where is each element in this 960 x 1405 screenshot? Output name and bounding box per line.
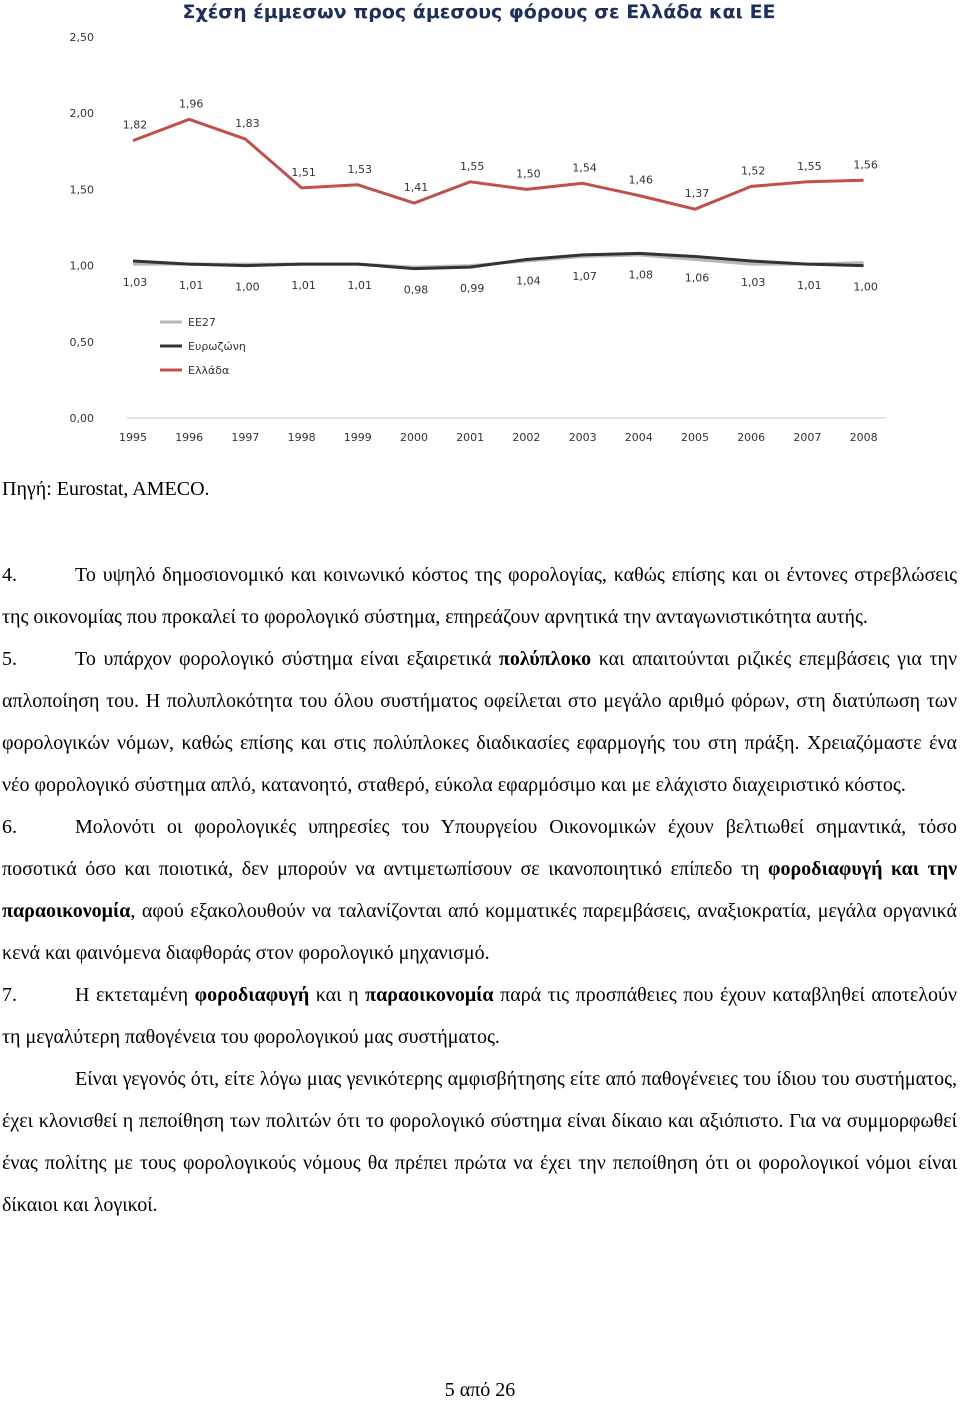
page-number: 5 από 26	[444, 1379, 516, 1401]
y-tick-label: 1,00	[69, 259, 94, 273]
chart-title: Σχέση έμμεσων προς άμεσους φόρους σε Ελλάδα και ΕΕ	[182, 1, 776, 23]
paragraph-text: και απαιτούνται ριζικές επεμβάσεις για την απλοποίηση του. Η πολυπλοκότητα του όλου συστήματος οφείλεται στο μεγάλο αριθμό φόρων, στη διατύπωση των φορολογικών νόμων, καθώς επίσης και στις πολύπλοκες διαδικασίες εφαρμογής του στη πράξη. Χρειαζόμαστε ένα νέο φορολογικό σύστημα απλό, κατανοητό, σταθερό, εύκολα εφαρμόσιμο και με ελάχιστο διαχειριστικό κόστος.	[2, 648, 957, 796]
data-label-greece: 1,55	[797, 159, 822, 173]
paragraph-5	[2, 638, 957, 806]
data-label-eurozone: 1,01	[291, 279, 316, 293]
x-tick-label: 2005	[681, 431, 709, 444]
x-tick-label: 2003	[568, 431, 597, 444]
paragraph-text: Είναι γεγονός ότι, είτε λόγω μιας γενικότερης αμφισβήτησης είτε από παθογένειες του ίδιου του συστήματος, έχει κλονισθεί η πεποίθηση των πολιτών ότι το φορολογικό σύστημα είναι δίκαιο και αξιόπιστο. Για να συμμορφωθεί ένας πολίτης με τους φορολογικούς νόμους θα πρέπει πρώτα να έχει την πεποίθηση ότι οι φορολογικοί νόμοι είναι δίκαιοι και λογικοί.	[2, 1068, 957, 1216]
series-lines	[133, 119, 864, 268]
x-tick-label: 2002	[512, 431, 541, 444]
data-label-eurozone: 1,01	[178, 279, 204, 293]
x-tick-label: 1998	[287, 431, 316, 444]
data-label-greece: 1,55	[459, 159, 485, 173]
paragraph-text: , αφού εξακολουθούν να ταλανίζονται από κομματικές παρεμβάσεις, αναξιοκρατία, μεγάλα οργανικά κενά και φαινόμενα διαφθοράς στον φορολογικό μηχανισμό.	[2, 900, 957, 964]
x-tick-labels	[119, 431, 878, 444]
item-number: 4.	[2, 564, 17, 586]
data-label-eurozone: 1,01	[797, 279, 822, 293]
x-tick-label: 1999	[343, 431, 372, 444]
data-label-greece: 1,46	[628, 173, 654, 187]
y-tick-label: 0,00	[69, 412, 94, 425]
data-label-eurozone: 1,06	[684, 271, 710, 285]
x-tick-label: 2000	[400, 431, 428, 444]
legend-label-eurozone: Ευρωζώνη	[188, 340, 246, 353]
paragraph-text: παρά τις προσπάθειες που έχουν καταβληθεί αποτελούν τη μεγαλύτερη παθογένεια του φορολογικού μας συστήματος.	[2, 984, 957, 1048]
item-number: 6.	[2, 816, 17, 838]
y-tick-label: 2,00	[69, 107, 94, 121]
x-tick-label: 2008	[849, 431, 878, 444]
emphasis: παραοικονομία	[365, 984, 494, 1006]
series-line	[133, 253, 864, 268]
item-number: 7.	[2, 984, 17, 1006]
data-label-greece: 1,54	[572, 161, 597, 175]
y-tick-labels	[70, 31, 95, 425]
tax-ratio-chart	[0, 0, 960, 460]
paragraph-text: και η	[309, 984, 366, 1006]
y-tick-label: 2,50	[69, 31, 94, 44]
x-tick-label: 2006	[737, 431, 766, 444]
paragraph-7	[2, 974, 957, 1058]
data-label-greece: 1,41	[403, 181, 429, 195]
y-tick-label: 1,50	[69, 183, 94, 197]
data-label-greece: 1,50	[516, 167, 541, 181]
x-tick-label: 1997	[231, 431, 260, 444]
data-label-eurozone: 1,00	[235, 280, 260, 294]
data-label-eurozone: 1,04	[516, 274, 541, 288]
paragraph-8	[2, 1058, 957, 1226]
item-number: 5.	[2, 648, 17, 670]
data-label-greece: 1,53	[347, 162, 373, 176]
paragraph-6	[2, 806, 957, 974]
data-label-eurozone: 0,99	[459, 282, 485, 296]
data-label-eurozone: 1,00	[853, 280, 878, 294]
body-text	[2, 554, 957, 1226]
paragraph-text: Το υπάρχον φορολογικό σύστημα είναι εξαιρετικά	[75, 648, 499, 670]
x-tick-label: 1995	[119, 431, 147, 444]
legend-label-greece: Ελλάδα	[188, 364, 230, 377]
emphasis: φοροδιαφυγή	[194, 984, 310, 1006]
data-label-greece: 1,51	[291, 165, 316, 179]
source-note: Πηγή: Eurostat, AMECO.	[2, 478, 210, 500]
paragraph-text: Μολονότι οι φορολογικές υπηρεσίες του Υπουργείου Οικονομικών έχουν βελτιωθεί σημαντικά, τόσο ποσοτικά όσο και ποιοτικά, δεν μπορούν να αντιμετωπίσουν σε ικανοποιητικό επίπεδο τη	[2, 816, 957, 880]
data-label-greece: 1,83	[235, 117, 260, 131]
data-label-eurozone: 1,08	[628, 268, 654, 282]
legend	[160, 316, 246, 377]
emphasis: φοροδιαφυγή και την παραοικονομία	[2, 858, 958, 922]
legend-label-eu27: ΕΕ27	[188, 316, 216, 329]
data-label-greece: 1,37	[684, 187, 710, 201]
data-label-greece: 1,96	[178, 97, 204, 111]
data-label-greece: 1,82	[122, 118, 148, 132]
data-label-eurozone: 1,01	[347, 279, 373, 293]
x-tick-label: 2004	[624, 431, 653, 444]
paragraph-4	[2, 554, 957, 638]
y-tick-label: 0,50	[69, 335, 94, 349]
data-label-greece: 1,52	[740, 164, 766, 178]
emphasis: πολύπλοκο	[498, 648, 592, 670]
data-label-eurozone: 1,03	[122, 276, 148, 290]
data-label-eurozone: 0,98	[403, 283, 429, 297]
x-tick-label: 2001	[456, 431, 485, 444]
paragraph-text: Η εκτεταμένη	[75, 984, 195, 1006]
x-tick-label: 1996	[175, 431, 204, 444]
paragraph-text: Το υψηλό δημοσιονομικό και κοινωνικό κόστος της φορολογίας, καθώς επίσης και οι έντονες στρεβλώσεις της οικονομίας που προκαλεί το φορολογικό σύστημα, επηρεάζουν αρνητικά την ανταγωνιστικότητα αυτής.	[2, 564, 957, 628]
data-label-eurozone: 1,03	[740, 276, 766, 290]
data-label-eurozone: 1,07	[572, 269, 597, 283]
data-label-greece: 1,56	[853, 158, 878, 172]
x-tick-label: 2007	[793, 431, 822, 444]
